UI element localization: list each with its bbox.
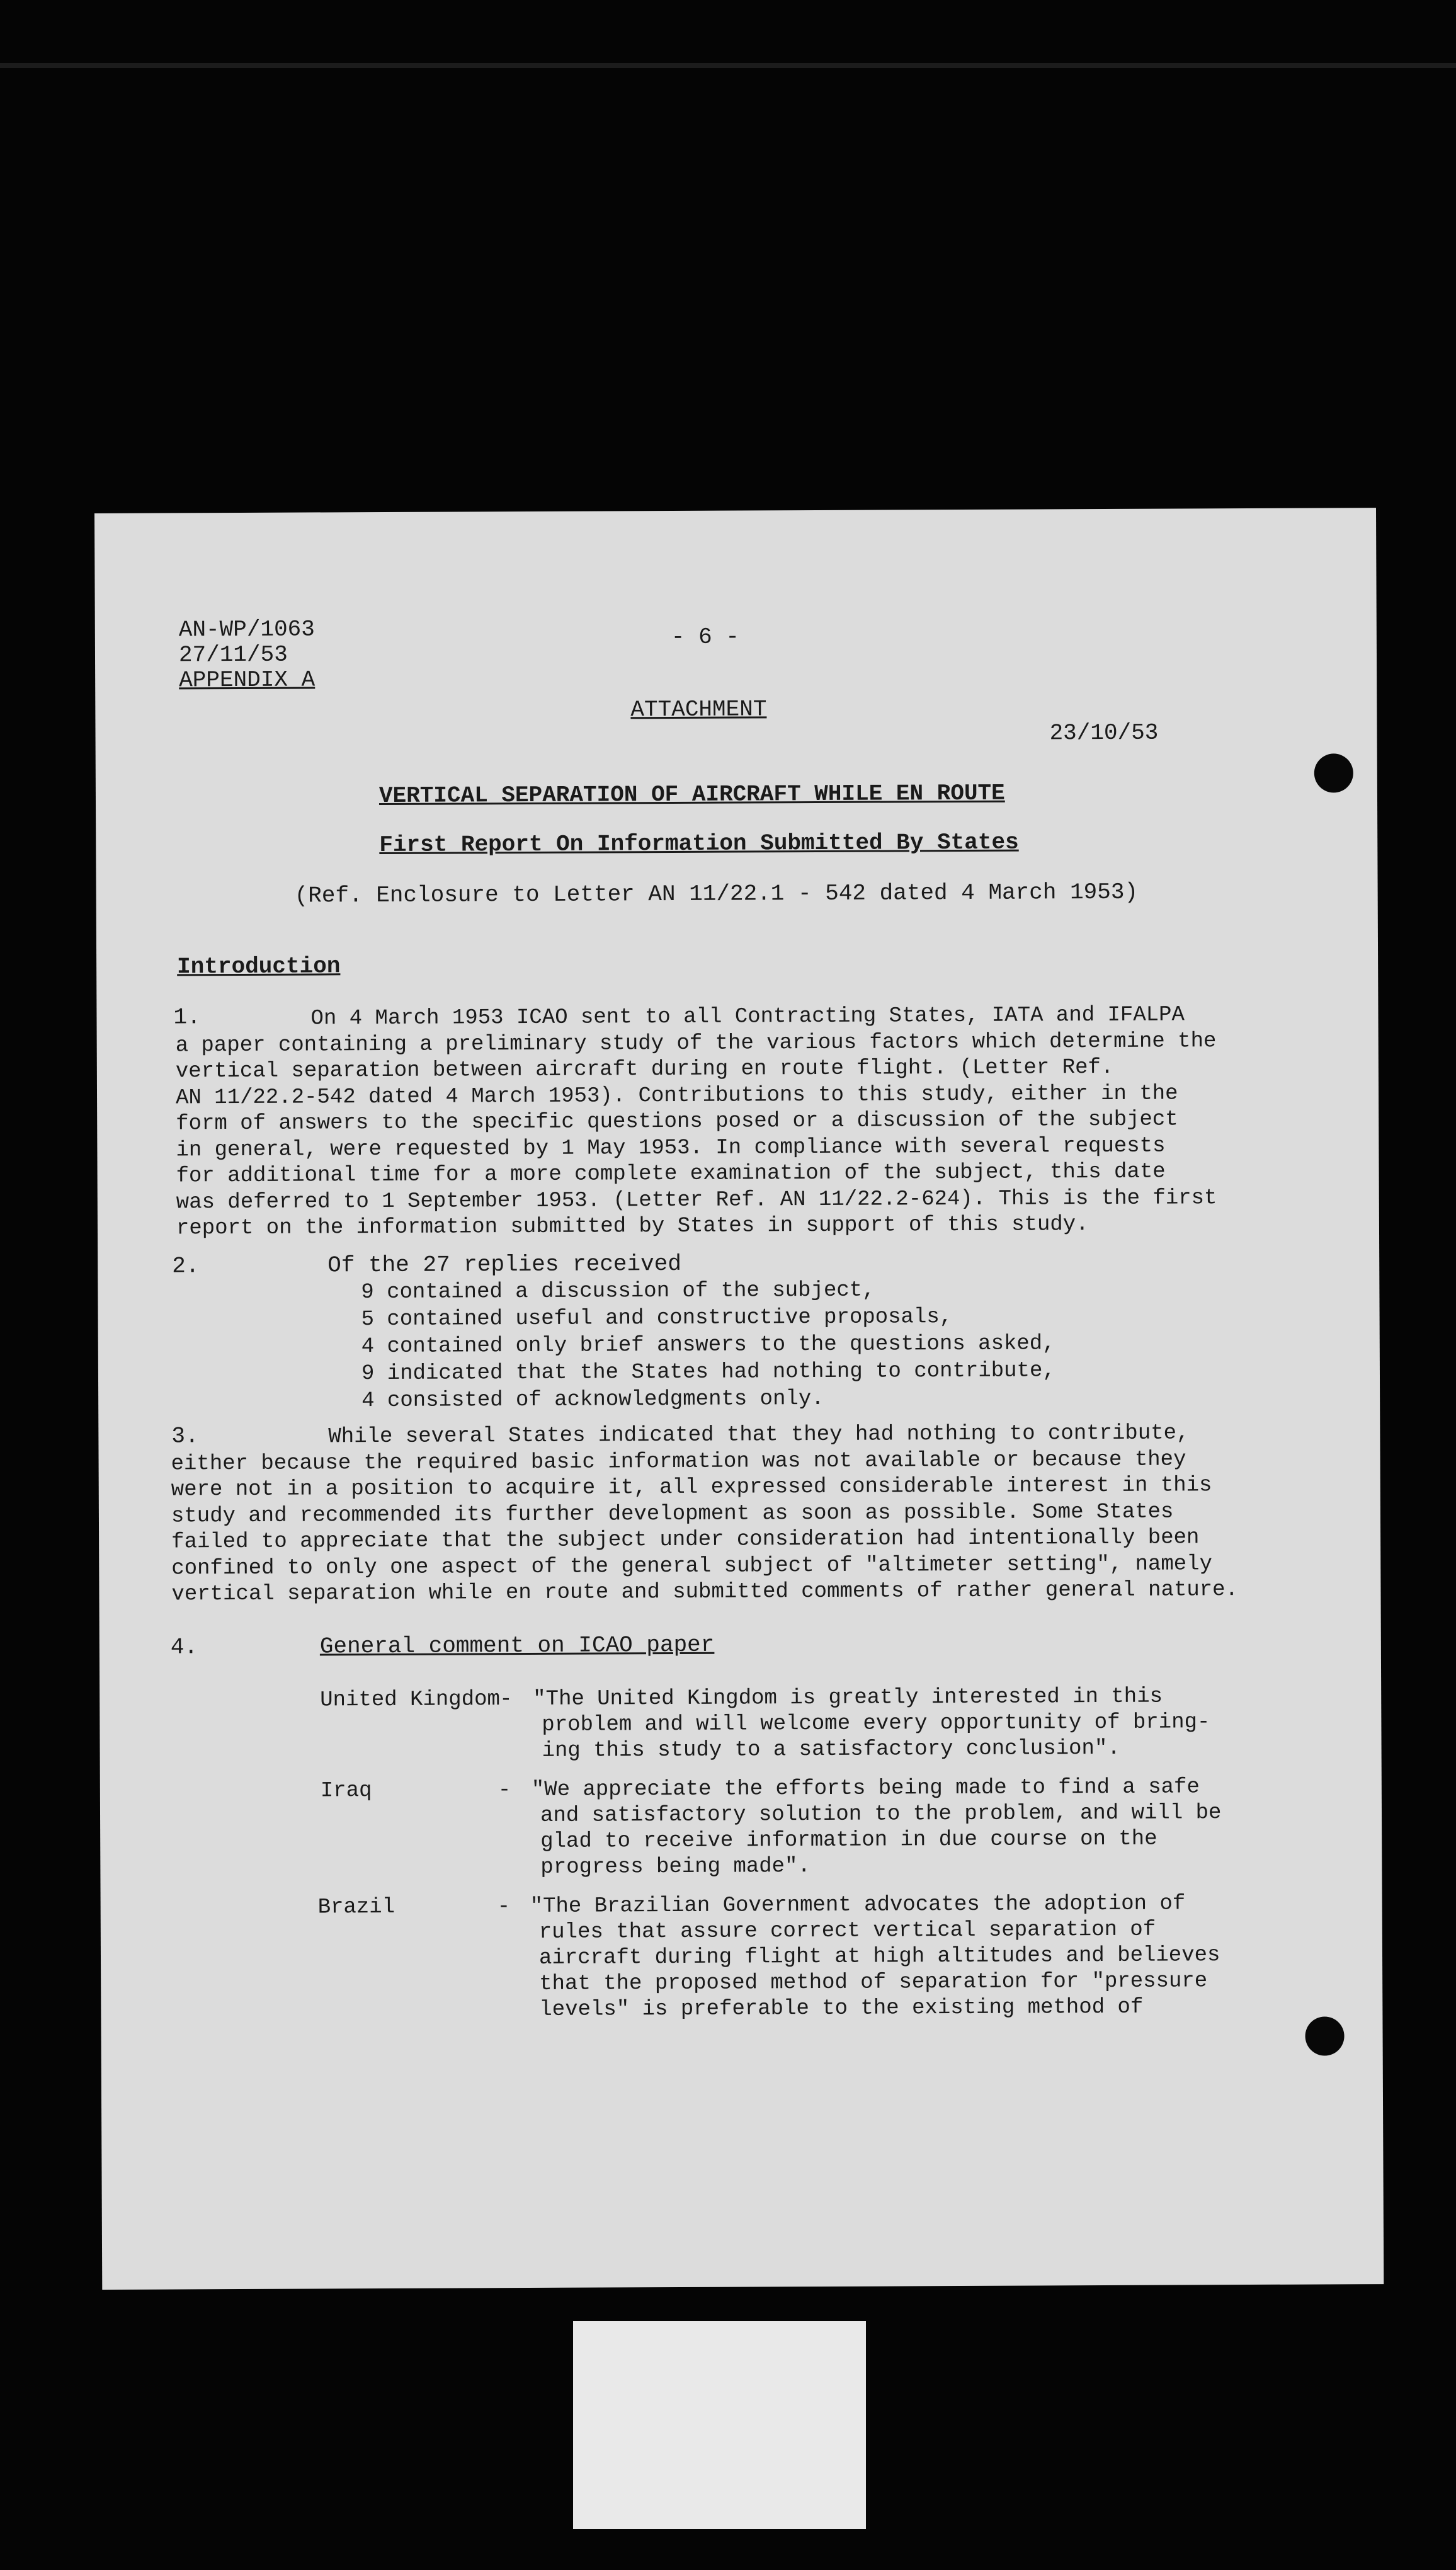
quote-line: "We appreciate the efforts being made to find a safe (531, 1775, 1200, 1802)
doc-ref-line-2: 27/11/53 (178, 641, 288, 668)
para-2-lead: Of the 27 replies received (327, 1250, 682, 1279)
para-3 (171, 1420, 1238, 1608)
para-3-number: 3. (171, 1423, 199, 1449)
para-1-line: AN 11/22.2-542 dated 4 March 1953). Contributions to this study, either in the (175, 1082, 1178, 1110)
list-item: 4 contained only brief answers to the questions asked, (361, 1332, 1055, 1359)
para-3-line: failed to appreciate that the subject under consideration had intentionally been (171, 1526, 1200, 1555)
quote-line: "The Brazilian Government advocates the adoption of (530, 1892, 1186, 1919)
para-1-line: a paper containing a preliminary study of the various factors which determine the (175, 1029, 1217, 1058)
list-item: 9 contained a discussion of the subject, (361, 1278, 875, 1305)
replies-list (361, 1276, 1055, 1415)
country-label-united-kingdom: United Kingdom (320, 1688, 500, 1713)
para-1-line: was deferred to 1 September 1953. (Letter Ref. AN 11/22.2-624). This is the first (176, 1185, 1217, 1214)
para-1-line: for additional time for a more complete examination of the subject, this date (176, 1160, 1166, 1189)
quote-line: rules that assure correct vertical separation of (538, 1917, 1156, 1945)
quote-line: and satisfactory solution to the problem, and will be (540, 1801, 1222, 1828)
quote-line: ing this study to a satisfactory conclusion". (542, 1736, 1120, 1763)
country-label-brazil: Brazil (317, 1895, 395, 1920)
page-number: - 6 - (671, 624, 739, 651)
para-1-line: in general, were requested by 1 May 1953. In compliance with several requests (176, 1134, 1166, 1162)
para-2-number: 2. (172, 1253, 200, 1279)
quote-line: that the proposed method of separation for "pressure (539, 1969, 1208, 1996)
quote-line: aircraft during flight at high altitudes and believes (538, 1943, 1220, 1970)
para-1-number: 1. (173, 1004, 201, 1031)
doc-ref-line-1: AN-WP/1063 (178, 616, 315, 643)
quote-line: "The United Kingdom is greatly interested in this (533, 1684, 1163, 1711)
para-1 (175, 1002, 1217, 1242)
film-edge-line (0, 63, 1456, 68)
quote-line: levels" is preferable to the existing method of (539, 1995, 1144, 2022)
para-3-line: either because the required basic information was not available or because they (171, 1447, 1186, 1476)
film-label-tab (573, 2321, 866, 2529)
quote-line: glad to receive information in due course on the (540, 1827, 1157, 1854)
list-item: 5 contained useful and constructive proposals, (361, 1305, 953, 1332)
list-item: 9 indicated that the States had nothing to contribute, (361, 1359, 1055, 1386)
para-1-line: report on the information submitted by States in support of this study. (176, 1213, 1089, 1241)
country-label-iraq: Iraq (320, 1779, 372, 1803)
para-3-line: While several States indicated that they had nothing to contribute, (328, 1421, 1190, 1449)
para-3-line: confined to only one aspect of the general subject of "altimeter setting", namely (171, 1551, 1213, 1580)
dash: - (497, 1895, 511, 1919)
document-date: 23/10/53 (1049, 719, 1159, 746)
quote-brazil (530, 1891, 1220, 2023)
para-1-line: On 4 March 1953 ICAO sent to all Contracting States, IATA and IFALPA (310, 1003, 1185, 1031)
intro-heading: Introduction (177, 953, 341, 980)
doc-ref-line-3: APPENDIX A (179, 666, 316, 694)
para-3-line: vertical separation while en route and submitted comments of rather general nature. (171, 1578, 1239, 1607)
para-1-line: vertical separation between aircraft during en route flight. (Letter Ref. (175, 1055, 1114, 1084)
para-4-number: 4. (170, 1634, 198, 1660)
para-1-line: form of answers to the specific questions posed or a discussion of the subject (176, 1107, 1178, 1136)
quote-line: problem and will welcome every opportunity of bring- (542, 1710, 1210, 1737)
punch-hole-top (1314, 753, 1353, 792)
quote-united-kingdom (533, 1684, 1210, 1764)
punch-hole-bottom (1305, 2016, 1344, 2055)
sub-title: First Report On Information Submitted By States (379, 829, 1019, 859)
para-4-heading: General comment on ICAO paper (319, 1631, 715, 1660)
document-page (94, 508, 1384, 2290)
dash: - (498, 1778, 511, 1803)
title-reference: (Ref. Enclosure to Letter AN 11/22.1 - 542 dated 4 March 1953) (294, 879, 1139, 909)
quote-iraq (532, 1774, 1222, 1881)
attachment-label: ATTACHMENT (630, 696, 767, 723)
quote-line: progress being made". (540, 1854, 810, 1880)
para-3-line: were not in a position to acquire it, all expressed considerable interest in this (171, 1473, 1212, 1502)
para-3-line: study and recommended its further development as soon as possible. Some States (171, 1500, 1174, 1528)
list-item: 4 consisted of acknowledgments only. (361, 1386, 824, 1414)
dash: - (499, 1688, 513, 1712)
main-title: VERTICAL SEPARATION OF AIRCRAFT WHILE EN ROUTE (378, 780, 1005, 809)
